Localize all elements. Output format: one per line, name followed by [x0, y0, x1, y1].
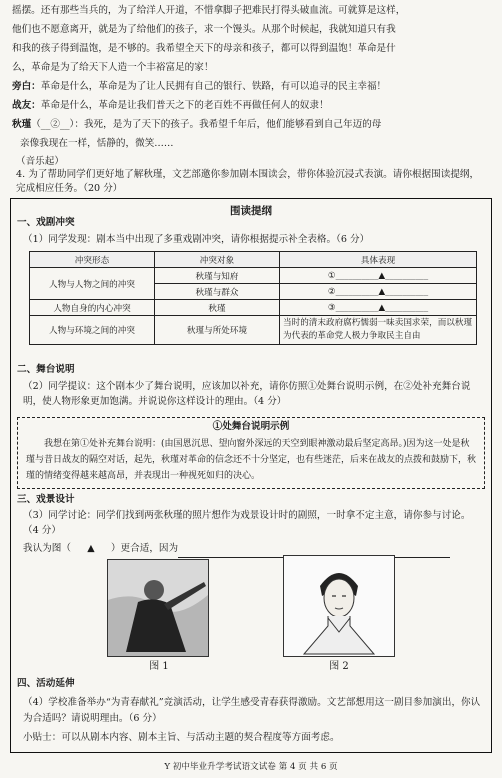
table-row	[30, 316, 477, 345]
portrait-figure-1	[108, 560, 208, 656]
question-4: 4. 为了帮助同学们更好地了解秋瑾，文艺部邀你参加剧本围读会，带你体验沉浸式表演。请你根据围读提纲，完成相应任务。（20 分）	[16, 169, 480, 194]
figure-1-caption: 图 1	[149, 661, 169, 672]
section-heading: 四、活动延伸	[17, 678, 75, 689]
question-prompt: （2）同学提议：这个剧本少了舞台说明，应该加以补充，请你仿照①处舞台说明示例，在②处补充舞台说明，使人物形象更加饱满。并说说你这样设计的理由。（4 分）	[23, 381, 471, 407]
reading-outline-box	[10, 198, 492, 753]
zhanyou-line	[12, 99, 490, 114]
section-heading: 三、戏景设计	[17, 494, 75, 505]
table-row	[30, 300, 477, 316]
passage-line: 么，革命是为了给天下人造一个丰裕富足的家！	[12, 62, 214, 73]
answer-mid: ）更合适，因为	[110, 543, 179, 554]
table-cell: 人物自身的内心冲突	[30, 300, 155, 316]
table-header: 具体表现	[280, 252, 477, 268]
figure-1-photo	[107, 559, 209, 657]
answer-prefix: 我认为图（	[23, 543, 71, 554]
table-cell: 秋瑾与知府	[155, 268, 280, 284]
passage-line: 他们也不愿意离开，就是为了给他们的孩子，求一个馒头。从那个时候起，我就知道只有我	[12, 24, 396, 35]
table-cell: 秋瑾	[155, 300, 280, 316]
outline-title: 围读提纲	[230, 205, 272, 217]
question-prompt: （4）学校准备举办“为青春献礼”竞演活动，让学生感受青春获得激励。文艺部想用这一剧目参加演出，你认为合适吗？请说明理由。（6 分）	[23, 697, 481, 724]
table-row	[30, 268, 477, 284]
question-prompt: （3）同学讨论：同学们找到两张秋瑾的照片想作为戏景设计时的剧照，一时拿不定主意，请你参与讨论。（4 分）	[23, 510, 471, 536]
table-header: 冲突形态	[30, 252, 155, 268]
portrait-figure-2	[284, 556, 394, 656]
question-prompt: （1）同学发现：剧本当中出现了多重戏剧冲突，请你根据提示补全表格。（6 分）	[23, 234, 370, 245]
answer-blank[interactable]: ②__________▲__________	[280, 284, 477, 300]
answer-blank[interactable]: ①__________▲__________	[280, 268, 477, 284]
table-cell: 人物与环境之间的冲突	[30, 316, 155, 345]
table-header: 冲突对象	[155, 252, 280, 268]
table-cell: 当时的清末政府腐朽懦弱一味卖国求荣，而以秋瑾为代表的革命党人极力争取民主自由	[280, 316, 477, 345]
answer-mark[interactable]: ▲	[87, 543, 95, 554]
speaker: 秋瑾	[12, 119, 32, 130]
example-title: ①处舞台说明示例	[212, 421, 290, 432]
conflict-table	[29, 251, 477, 345]
table-cell: 秋瑾与群众	[155, 284, 280, 300]
example-text: 我想在第①处补充舞台说明：(由国恩沉思、望向窗外深远的天空到眼神激动最后坚定高昂。)因为这一处是秋瑾与昔日战友的隔空对话，起先，秋瑾对革命的信念还不十分坚定，也有些迷茫，后来在战友的点拨和鼓励下，秋瑾的情绪变得越来越高昂，并表现出一种视死如归的决心。	[26, 439, 476, 481]
figure-2-caption: 图 2	[329, 661, 349, 672]
section-heading: 二、舞台说明	[17, 364, 75, 375]
table-cell: 秋瑾与所处环境	[155, 316, 280, 345]
dialogue: 革命是什么，革命是让我们普天之下的老百姓不再做任何人的奴隶！	[40, 100, 329, 111]
table-cell: 人物与人物之间的冲突	[30, 268, 155, 300]
page-footer: Y 初中毕业升学考试语文试卷 第 4 页 共 6 页	[164, 762, 338, 772]
dialogue: 亲像我现在一样，恬静的，微笑……	[20, 138, 174, 149]
answer-line	[23, 542, 479, 558]
dialogue: 革命是什么，革命是为了让人民拥有自己的银行、铁路，有可以追寻的民主幸福！	[40, 81, 387, 92]
dialogue: ：我死，是为了天下的孩子。我希望千年后，他们能够看到自己年迈的母	[74, 119, 382, 130]
speaker: 战友：	[12, 100, 41, 111]
tip-text: 小贴士：可以从剧本内容、剧本主旨、与活动主题的契合程度等方面考虑。	[23, 732, 340, 743]
figure-2-photo	[283, 555, 395, 657]
pangbai-line	[12, 80, 490, 95]
example-box	[17, 417, 485, 489]
answer-blank[interactable]: ③__________▲__________	[280, 300, 477, 316]
table-header-row	[30, 252, 477, 268]
stage-note: （音乐起）	[16, 156, 64, 167]
blank-2: （__②__）	[31, 119, 75, 130]
section-heading: 一、戏剧冲突	[17, 217, 75, 228]
speaker: 旁白：	[12, 81, 41, 92]
passage-line: 和我的孩子得到温饱，是不够的。我希望全天下的母亲和孩子，都可以得到温饱！革命是什	[12, 43, 396, 54]
passage-line: 摇摆。还有那些当兵的，为了给洋人开道，不惜拿脚子把难民打得头破血流。可就算是这样，	[12, 5, 406, 16]
qiujin-line	[12, 118, 490, 133]
